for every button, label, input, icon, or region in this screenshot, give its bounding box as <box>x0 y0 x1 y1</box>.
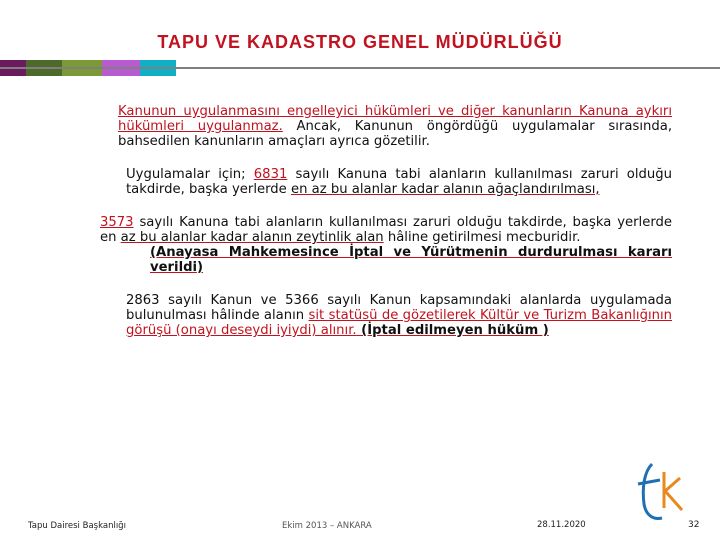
p4-text-a: 2863 sayılı Kanun ve 5366 sayılı Kanun kapsamındaki alanlarda uygulamada bulunulması hâlinde alanın <box>126 293 672 323</box>
p1-underlined-text: Kanunun uygulanmasını engelleyici hükümleri ve diğer kanunların Kanuna aykırı hükümleri uygulanmaz. <box>118 104 672 134</box>
p1-text: Ancak, Kanunun öngördüğü uygulamalar sırasında, bahsedilen kanunların amaçları ayrıca gözetilir. <box>118 119 673 149</box>
footer-event: Ekim 2013 – ANKARA <box>282 521 372 531</box>
paragraph-2 <box>70 167 672 197</box>
p2-text-a: Uygulamalar için; <box>126 167 254 182</box>
slide-body <box>70 104 672 356</box>
tkgm-logo-icon <box>630 458 690 524</box>
p3-text-a: sayılı Kanuna tabi alanların kullanılması zaruri olduğu takdirde, başka yerlerde en <box>100 215 672 245</box>
p3-underlined-text: az bu alanlar kadar alanın zeytinlik alan <box>120 230 384 245</box>
p3-court-note: (Anayasa Mahkemesince İptal ve Yürütmenin durdurulması kararı verildi) <box>150 245 672 275</box>
page-number: 32 <box>688 520 700 530</box>
paragraph-1 <box>70 104 672 149</box>
p2-text-b: sayılı Kanuna tabi alanların kullanılması zaruri olduğu takdirde, başka yerlerde <box>126 167 672 197</box>
footer-date: 28.11.2020 <box>537 520 586 530</box>
p4-underlined-text: sit statüsü de gözetilerek Kültür ve Turizm Bakanlığının görüşü (onayı deseydi iyiydi) alınır. <box>126 308 672 338</box>
header-color-bar <box>0 60 720 76</box>
p2-law-number: 6831 <box>253 167 288 182</box>
p2-underlined-text: en az bu alanlar kadar alanın ağaçlandırılması, <box>290 182 600 197</box>
p4-court-note: (İptal edilmeyen hüküm ) <box>356 323 549 338</box>
footer-department: Tapu Dairesi Başkanlığı <box>28 521 126 531</box>
paragraph-3 <box>70 215 672 275</box>
p3-law-number: 3573 <box>100 215 134 230</box>
paragraph-4 <box>70 293 672 338</box>
p3-text-c: hâline getirilmesi mecburidir. <box>383 230 581 245</box>
slide-title: TAPU VE KADASTRO GENEL MÜDÜRLÜĞÜ <box>157 32 563 52</box>
header-divider-line <box>0 67 720 69</box>
